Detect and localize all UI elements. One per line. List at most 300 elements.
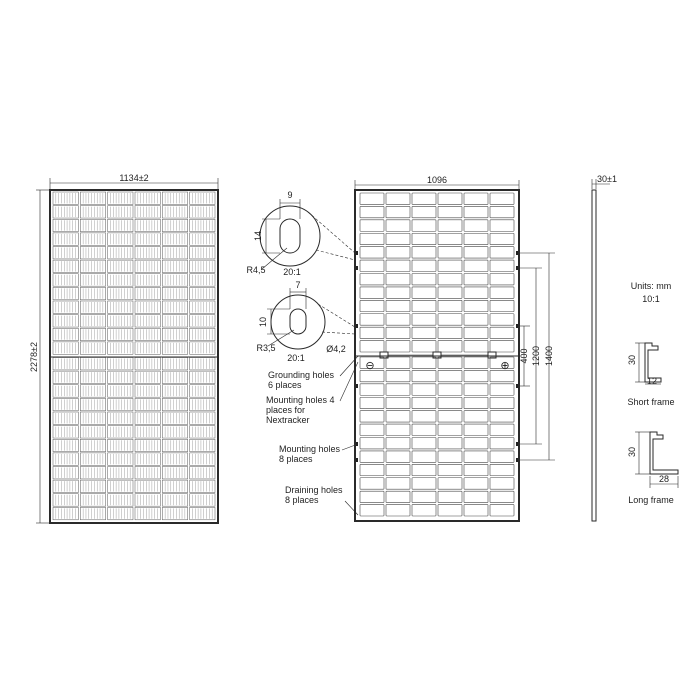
solar-cell [80, 371, 105, 383]
slot-large-width: 9 [287, 190, 293, 200]
back-cell [386, 193, 410, 204]
back-cell [464, 274, 488, 285]
back-cell [438, 274, 462, 285]
solar-cell [190, 260, 215, 272]
back-cell [412, 233, 436, 244]
mounting-label-1: Mounting holes [279, 444, 341, 454]
back-width-dimension [355, 175, 519, 189]
solar-cell [135, 287, 160, 299]
back-cell [412, 464, 436, 475]
back-cell [412, 505, 436, 516]
back-view [355, 190, 519, 521]
solar-cell [135, 247, 160, 259]
back-cell [386, 287, 410, 298]
back-cell [438, 300, 462, 311]
solar-cell [53, 507, 78, 519]
solar-cell [190, 274, 215, 286]
solar-cell [80, 206, 105, 218]
solar-cell [80, 301, 105, 313]
back-cell [386, 397, 410, 408]
back-cell [490, 438, 514, 449]
callout-mounting [279, 444, 358, 464]
solar-cell [190, 439, 215, 451]
solar-cell [162, 301, 187, 313]
callout-grounding [268, 356, 358, 390]
back-cell [386, 327, 410, 338]
slot-small-shape [290, 309, 306, 334]
solar-cell [80, 192, 105, 204]
back-cell [360, 505, 384, 516]
solar-cell [80, 274, 105, 286]
slot-large-radius: R4,5 [246, 265, 266, 275]
side-view [592, 174, 617, 521]
back-cell [438, 247, 462, 258]
back-cell [490, 233, 514, 244]
back-cell [360, 300, 384, 311]
mounting-hole [356, 266, 358, 270]
mounting-hole [516, 266, 518, 270]
mounting-nx-label-2: places for [266, 405, 306, 415]
back-cell [360, 370, 384, 381]
back-cell [464, 357, 488, 368]
solar-cell [190, 315, 215, 327]
back-cell [490, 206, 514, 217]
front-view [50, 190, 218, 523]
solar-cell [53, 467, 78, 479]
solar-cell [135, 219, 160, 231]
back-cell [438, 451, 462, 462]
detail-circle-small [271, 295, 325, 349]
back-cell [412, 491, 436, 502]
mounting-nx-label-1: Mounting holes 4 [266, 395, 335, 405]
back-cell [464, 384, 488, 395]
back-cell [360, 206, 384, 217]
back-cell [360, 478, 384, 489]
solar-cell [135, 274, 160, 286]
solar-cell [162, 412, 187, 424]
solar-cell [190, 192, 215, 204]
back-cell [464, 206, 488, 217]
slot-small-height: 10 [258, 316, 268, 328]
back-cell [438, 357, 462, 368]
solar-cell [162, 398, 187, 410]
back-cell [490, 274, 514, 285]
slot-small-radius: R3,5 [256, 343, 276, 353]
back-cell [360, 464, 384, 475]
solar-cell [162, 358, 187, 370]
detail-slot-small [256, 280, 355, 363]
solar-cell [162, 507, 187, 519]
solar-cell [162, 494, 187, 506]
back-cell [490, 220, 514, 231]
back-cell [386, 274, 410, 285]
mounting-hole [516, 442, 518, 446]
back-cell [464, 220, 488, 231]
mounting-nx-label-3: Nextracker [266, 415, 310, 425]
solar-cell [80, 398, 105, 410]
draining-label-1: Draining holes [285, 485, 343, 495]
back-cell [412, 384, 436, 395]
back-width-label: 1096 [426, 175, 448, 185]
back-cell [360, 287, 384, 298]
back-cell [386, 300, 410, 311]
back-cell [464, 464, 488, 475]
solar-cell [80, 328, 105, 340]
back-cell [386, 438, 410, 449]
back-cell [490, 370, 514, 381]
back-cell [360, 384, 384, 395]
back-cell [386, 491, 410, 502]
callout-draining [285, 485, 358, 515]
solar-cell [190, 412, 215, 424]
solar-cell [80, 412, 105, 424]
back-cell [360, 411, 384, 422]
back-cell [464, 193, 488, 204]
solar-cell [53, 426, 78, 438]
back-cell [360, 424, 384, 435]
back-cell [412, 478, 436, 489]
solar-cell [135, 507, 160, 519]
back-cell [412, 424, 436, 435]
solar-cell [162, 219, 187, 231]
solar-cell [108, 219, 133, 231]
solar-cell [80, 385, 105, 397]
back-cell [438, 341, 462, 352]
solar-cell [190, 233, 215, 245]
detail-slot-large [246, 190, 355, 277]
solar-cell [53, 206, 78, 218]
plus-terminal-icon: ⊕ [500, 360, 510, 372]
solar-cell [135, 494, 160, 506]
back-cell [490, 464, 514, 475]
solar-cell [135, 453, 160, 465]
back-cell [360, 247, 384, 258]
back-cell [438, 260, 462, 271]
back-cell [412, 220, 436, 231]
front-height-dimension [29, 190, 49, 523]
solar-cell [162, 233, 187, 245]
back-cell [438, 220, 462, 231]
solar-cell [53, 287, 78, 299]
solar-cell [53, 385, 78, 397]
back-cell [412, 357, 436, 368]
back-cell [360, 341, 384, 352]
solar-cell [190, 507, 215, 519]
back-cell [386, 260, 410, 271]
solar-cell [53, 247, 78, 259]
back-cell [438, 370, 462, 381]
minus-terminal-icon: ⊖ [365, 360, 375, 372]
back-cell [490, 384, 514, 395]
back-cell [438, 424, 462, 435]
solar-cell [162, 453, 187, 465]
solar-cell [108, 480, 133, 492]
back-cell [386, 220, 410, 231]
solar-cell [162, 206, 187, 218]
back-cell [386, 314, 410, 325]
back-cell [464, 397, 488, 408]
scale-label: 10:1 [642, 294, 660, 304]
back-cell [464, 370, 488, 381]
mounting-hole [356, 458, 358, 462]
long-frame-width: 28 [658, 474, 670, 484]
back-cell [490, 300, 514, 311]
solar-cell [135, 467, 160, 479]
solar-cell [135, 412, 160, 424]
solar-cell [135, 439, 160, 451]
front-height-label: 2278±2 [29, 342, 39, 372]
solar-cell [135, 371, 160, 383]
solar-cell [80, 219, 105, 231]
back-cell [464, 314, 488, 325]
slot-large-height: 14 [253, 230, 263, 242]
solar-cell [108, 507, 133, 519]
thickness-label: 30±1 [597, 174, 617, 184]
solar-cell [190, 398, 215, 410]
back-cell [360, 220, 384, 231]
back-cell [360, 451, 384, 462]
back-cell [438, 478, 462, 489]
back-cell [386, 247, 410, 258]
back-cell [412, 370, 436, 381]
solar-cell [53, 219, 78, 231]
back-cell [412, 314, 436, 325]
back-cell [438, 314, 462, 325]
side-view-profile [592, 190, 596, 521]
short-frame-width: 12 [646, 376, 658, 386]
back-cell [490, 424, 514, 435]
back-cell [386, 341, 410, 352]
solar-cell [53, 398, 78, 410]
mounting-hole [516, 251, 518, 255]
back-cell [490, 247, 514, 258]
back-cell [386, 464, 410, 475]
solar-cell [80, 467, 105, 479]
back-cell [412, 247, 436, 258]
back-cell [386, 424, 410, 435]
front-width-dimension [50, 173, 218, 189]
solar-cell [80, 233, 105, 245]
back-cell [464, 327, 488, 338]
solar-cell [135, 192, 160, 204]
solar-cell [108, 398, 133, 410]
solar-cell [108, 412, 133, 424]
solar-cell [108, 260, 133, 272]
back-cell [490, 397, 514, 408]
solar-cell [162, 260, 187, 272]
solar-cell [108, 233, 133, 245]
draining-label-2: 8 places [285, 495, 319, 505]
back-cell [386, 384, 410, 395]
back-cell [464, 478, 488, 489]
mounting-hole [516, 458, 518, 462]
back-cell [412, 274, 436, 285]
back-cell [412, 341, 436, 352]
solar-cell [53, 494, 78, 506]
back-cell [464, 451, 488, 462]
back-cell [438, 233, 462, 244]
back-cell [386, 505, 410, 516]
back-cell [490, 491, 514, 502]
back-cell [360, 438, 384, 449]
back-cell [412, 287, 436, 298]
back-cell [490, 314, 514, 325]
solar-cell [190, 467, 215, 479]
back-cell [464, 438, 488, 449]
solar-cell [135, 358, 160, 370]
solar-cell [190, 287, 215, 299]
mounting-dimensions [519, 253, 555, 460]
back-cell [360, 260, 384, 271]
back-cell [412, 206, 436, 217]
solar-cell [80, 342, 105, 354]
back-cell [386, 206, 410, 217]
back-cell [464, 233, 488, 244]
solar-cell [80, 315, 105, 327]
solar-cell [108, 247, 133, 259]
back-cell [360, 193, 384, 204]
back-cell [490, 451, 514, 462]
dim-1200-label: 1200 [531, 345, 541, 367]
solar-cell [162, 192, 187, 204]
front-width-label: 1134±2 [119, 173, 149, 183]
back-cell [412, 411, 436, 422]
back-cell [490, 341, 514, 352]
solar-cell [53, 439, 78, 451]
solar-cell [53, 358, 78, 370]
solar-cell [190, 247, 215, 259]
solar-cell [108, 206, 133, 218]
long-frame-shape [650, 432, 678, 474]
solar-cell [162, 426, 187, 438]
back-cell [412, 300, 436, 311]
back-cell [490, 260, 514, 271]
solar-cell [190, 328, 215, 340]
solar-cell [162, 439, 187, 451]
solar-cell [53, 371, 78, 383]
back-cell [438, 397, 462, 408]
solar-cell [53, 301, 78, 313]
mounting-hole [516, 324, 518, 328]
solar-cell [108, 467, 133, 479]
short-frame-caption: Short frame [627, 397, 675, 407]
long-frame-profile [627, 432, 678, 505]
solar-cell [135, 342, 160, 354]
back-cell [490, 505, 514, 516]
solar-cell [108, 358, 133, 370]
solar-cell [162, 247, 187, 259]
back-cell [438, 327, 462, 338]
solar-cell [135, 385, 160, 397]
solar-cell [162, 274, 187, 286]
short-frame-profile [627, 343, 675, 407]
solar-cell [135, 206, 160, 218]
mounting-hole [356, 324, 358, 328]
back-cell [386, 357, 410, 368]
solar-cell [80, 439, 105, 451]
solar-cell [53, 233, 78, 245]
solar-cell [190, 453, 215, 465]
solar-cell [190, 219, 215, 231]
back-cell [360, 274, 384, 285]
solar-cell [80, 480, 105, 492]
detail-small-scale: 20:1 [287, 353, 305, 363]
back-cell [438, 505, 462, 516]
solar-cell [80, 358, 105, 370]
back-cell [360, 233, 384, 244]
detail-circle-large [260, 206, 320, 266]
solar-cell [162, 371, 187, 383]
back-cell [438, 206, 462, 217]
solar-cell [108, 287, 133, 299]
solar-cell [80, 453, 105, 465]
solar-cell [108, 192, 133, 204]
solar-cell [53, 453, 78, 465]
short-frame-height: 30 [627, 354, 637, 366]
back-cell [464, 424, 488, 435]
back-cell [360, 314, 384, 325]
grounding-label-1: Grounding holes [268, 370, 335, 380]
solar-cell [53, 412, 78, 424]
back-cell [412, 451, 436, 462]
back-cell [360, 397, 384, 408]
back-cell [464, 247, 488, 258]
solar-cell [80, 426, 105, 438]
back-cell [438, 384, 462, 395]
solar-cell [108, 301, 133, 313]
back-cell [464, 287, 488, 298]
back-cell [412, 260, 436, 271]
mounting-label-2: 8 places [279, 454, 313, 464]
solar-cell [53, 342, 78, 354]
solar-cell [108, 274, 133, 286]
solar-cell [53, 328, 78, 340]
back-cell [438, 438, 462, 449]
solar-cell [135, 398, 160, 410]
solar-cell [108, 315, 133, 327]
slot-small-width: 7 [295, 280, 301, 290]
solar-cell [162, 287, 187, 299]
back-cell [490, 327, 514, 338]
back-cell [412, 397, 436, 408]
back-cell [464, 260, 488, 271]
dim-400-label: 400 [519, 348, 529, 364]
solar-cell [190, 480, 215, 492]
back-cell [360, 491, 384, 502]
solar-cell [190, 426, 215, 438]
back-cell [490, 287, 514, 298]
solar-cell [108, 328, 133, 340]
solar-cell [135, 260, 160, 272]
back-cell [412, 193, 436, 204]
back-cell [412, 438, 436, 449]
solar-cell [108, 494, 133, 506]
back-cell [464, 300, 488, 311]
solar-cell [135, 301, 160, 313]
mounting-hole [516, 384, 518, 388]
back-cell [490, 478, 514, 489]
solar-cell [53, 315, 78, 327]
back-cell [386, 370, 410, 381]
back-cell [386, 451, 410, 462]
solar-cell [80, 247, 105, 259]
solar-cell [190, 494, 215, 506]
back-cell [386, 233, 410, 244]
slot-large-shape [280, 219, 300, 253]
back-cell [386, 411, 410, 422]
back-cell [490, 411, 514, 422]
back-cell [464, 411, 488, 422]
